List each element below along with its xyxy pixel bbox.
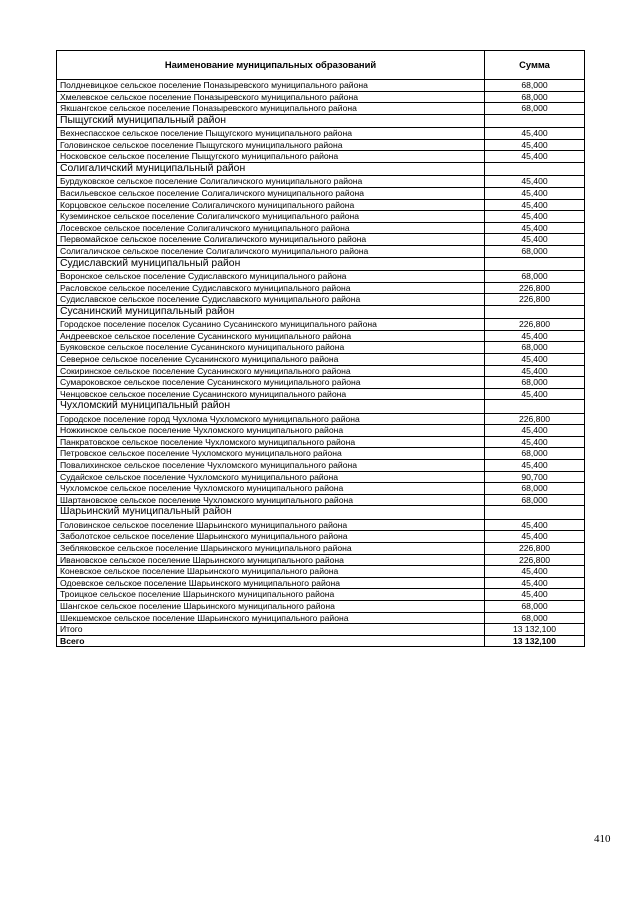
amount-cell: 226,800 (485, 319, 585, 331)
district-heading-row (57, 162, 585, 175)
amount-cell (485, 162, 585, 175)
amount-cell: 45,400 (485, 436, 585, 448)
table-row (57, 365, 585, 377)
amount-cell: 68,000 (485, 448, 585, 460)
amount-cell: 45,400 (485, 353, 585, 365)
subtotal-row (57, 624, 585, 636)
municipality-name-cell: Повалихинское сельское поселение Чухломского муниципального района (57, 460, 485, 472)
municipality-name-cell: Ивановское сельское поселение Шарьинского муниципального района (57, 554, 485, 566)
table-row (57, 319, 585, 331)
table-row (57, 483, 585, 495)
table-row (57, 460, 585, 472)
amount-cell: 45,400 (485, 151, 585, 163)
amount-cell: 226,800 (485, 413, 585, 425)
amount-cell: 226,800 (485, 554, 585, 566)
municipality-name-cell: Якшангское сельское поселение Поназыревского муниципального района (57, 103, 485, 115)
amount-cell (485, 506, 585, 519)
table-row (57, 187, 585, 199)
amount-cell: 45,400 (485, 460, 585, 472)
amount-cell: 68,000 (485, 91, 585, 103)
amount-cell: 226,800 (485, 543, 585, 555)
municipality-name-cell: Зебляковское сельское поселение Шарьинского муниципального района (57, 543, 485, 555)
municipality-name-cell: Шартановское сельское поселение Чухломского муниципального района (57, 494, 485, 506)
district-heading-row (57, 114, 585, 127)
table-row (57, 91, 585, 103)
district-name-cell: Шарьинский муниципальный район (57, 506, 485, 519)
table-row (57, 342, 585, 354)
municipality-name-cell: Куземинское сельское поселение Солигаличского муниципального района (57, 211, 485, 223)
district-heading-row (57, 257, 585, 270)
column-header-sum: Сумма (485, 51, 585, 80)
municipality-name-cell: Хмелевское сельское поселение Поназыревского муниципального района (57, 91, 485, 103)
page-number: 410 (594, 833, 611, 845)
municipality-name-cell: Солигаличское сельское поселение Солигаличского муниципального района (57, 245, 485, 257)
table-row (57, 448, 585, 460)
district-heading-row (57, 305, 585, 318)
grand-total-row (57, 635, 585, 647)
amount-cell (485, 257, 585, 270)
municipality-name-cell: Всего (57, 635, 485, 647)
table-row (57, 282, 585, 294)
amount-cell: 68,000 (485, 612, 585, 624)
municipality-name-cell: Судиславское сельское поселение Судиславского муниципального района (57, 294, 485, 306)
amount-cell: 68,000 (485, 494, 585, 506)
district-name-cell: Солигаличский муниципальный район (57, 162, 485, 175)
table-row (57, 519, 585, 531)
municipality-name-cell: Чухломское сельское поселение Чухломского муниципального района (57, 483, 485, 495)
column-header-name: Наименование муниципальных образований (57, 51, 485, 80)
table-row (57, 176, 585, 188)
amount-cell: 68,000 (485, 483, 585, 495)
district-name-cell: Чухломский муниципальный район (57, 400, 485, 413)
municipality-name-cell: Буяковское сельское поселение Сусанинского муниципального района (57, 342, 485, 354)
amount-cell (485, 305, 585, 318)
allocation-table (56, 50, 585, 647)
amount-cell: 68,000 (485, 103, 585, 115)
municipality-name-cell: Северное сельское поселение Сусанинского муниципального района (57, 353, 485, 365)
municipality-name-cell: Одоевское сельское поселение Шарьинского муниципального района (57, 577, 485, 589)
table-row (57, 103, 585, 115)
table-row (57, 353, 585, 365)
table-row (57, 436, 585, 448)
municipality-name-cell: Расловское сельское поселение Судиславского муниципального района (57, 282, 485, 294)
municipality-name-cell: Шангское сельское поселение Шарьинского муниципального района (57, 601, 485, 613)
district-heading-row (57, 506, 585, 519)
table-row (57, 471, 585, 483)
district-name-cell: Судиславский муниципальный район (57, 257, 485, 270)
table-row (57, 413, 585, 425)
municipality-name-cell: Корцовское сельское поселение Солигаличского муниципального района (57, 199, 485, 211)
municipality-name-cell: Коневское сельское поселение Шарьинского муниципального района (57, 566, 485, 578)
amount-cell: 45,400 (485, 139, 585, 151)
amount-cell: 45,400 (485, 589, 585, 601)
municipality-name-cell: Шекшемское сельское поселение Шарьинского муниципального района (57, 612, 485, 624)
amount-cell: 90,700 (485, 471, 585, 483)
table-row (57, 245, 585, 257)
amount-cell: 68,000 (485, 601, 585, 613)
municipality-name-cell: Васильевское сельское поселение Солигаличского муниципального района (57, 187, 485, 199)
municipality-name-cell: Заболотское сельское поселение Шарьинского муниципального района (57, 531, 485, 543)
amount-cell: 68,000 (485, 342, 585, 354)
amount-cell: 45,400 (485, 566, 585, 578)
municipality-name-cell: Панкратовское сельское поселение Чухломского муниципального района (57, 436, 485, 448)
amount-cell: 45,400 (485, 388, 585, 400)
municipality-name-cell: Бурдуковское сельское поселение Солигаличского муниципального района (57, 176, 485, 188)
district-name-cell: Сусанинский муниципальный район (57, 305, 485, 318)
municipality-name-cell: Полдневицкое сельское поселение Поназыревского муниципального района (57, 80, 485, 92)
amount-cell: 68,000 (485, 245, 585, 257)
amount-cell: 68,000 (485, 270, 585, 282)
table-row (57, 294, 585, 306)
table-row (57, 151, 585, 163)
table-row (57, 199, 585, 211)
table-row (57, 543, 585, 555)
municipality-name-cell: Вехнеспасское сельское поселение Пыщугского муниципального района (57, 128, 485, 140)
municipality-name-cell: Ченцовское сельское поселение Сусанинского муниципального района (57, 388, 485, 400)
amount-cell: 45,400 (485, 531, 585, 543)
amount-cell: 45,400 (485, 222, 585, 234)
municipality-name-cell: Воронское сельское поселение Судиславского муниципального района (57, 270, 485, 282)
amount-cell: 45,400 (485, 577, 585, 589)
amount-cell: 68,000 (485, 80, 585, 92)
table-row (57, 270, 585, 282)
table-row (57, 234, 585, 246)
table-row (57, 494, 585, 506)
amount-cell: 226,800 (485, 282, 585, 294)
amount-cell: 45,400 (485, 365, 585, 377)
amount-cell: 45,400 (485, 425, 585, 437)
amount-cell: 45,400 (485, 211, 585, 223)
amount-cell: 45,400 (485, 330, 585, 342)
header-row (57, 51, 585, 80)
table-row (57, 211, 585, 223)
table-body (57, 80, 585, 647)
table-row (57, 222, 585, 234)
municipality-name-cell: Городское поселение поселок Сусанино Сусанинского муниципального района (57, 319, 485, 331)
table-row (57, 377, 585, 389)
municipality-name-cell: Носковское сельское поселение Пыщугского муниципального района (57, 151, 485, 163)
municipality-name-cell: Лосевское сельское поселение Солигаличского муниципального района (57, 222, 485, 234)
amount-cell: 45,400 (485, 176, 585, 188)
municipality-name-cell: Судайское сельское поселение Чухломского муниципального района (57, 471, 485, 483)
amount-cell: 45,400 (485, 187, 585, 199)
municipality-name-cell: Сумароковское сельское поселение Сусанинского муниципального района (57, 377, 485, 389)
municipality-name-cell: Петровское сельское поселение Чухломского муниципального района (57, 448, 485, 460)
municipality-name-cell: Ножкинское сельское поселение Чухломского муниципального района (57, 425, 485, 437)
amount-cell: 68,000 (485, 377, 585, 389)
municipality-name-cell: Сокиринское сельское поселение Сусанинского муниципального района (57, 365, 485, 377)
amount-cell: 45,400 (485, 519, 585, 531)
municipality-name-cell: Головинское сельское поселение Шарьинского муниципального района (57, 519, 485, 531)
amount-cell: 13 132,100 (485, 635, 585, 647)
table-row (57, 531, 585, 543)
table-row (57, 425, 585, 437)
table-row (57, 388, 585, 400)
municipality-name-cell: Городское поселение город Чухлома Чухломского муниципального района (57, 413, 485, 425)
municipality-name-cell: Андреевское сельское поселение Сусанинского муниципального района (57, 330, 485, 342)
municipality-name-cell: Итого (57, 624, 485, 636)
table-row (57, 80, 585, 92)
amount-cell: 45,400 (485, 128, 585, 140)
municipality-name-cell: Головинское сельское поселение Пыщугского муниципального района (57, 139, 485, 151)
table-row (57, 330, 585, 342)
table-row (57, 589, 585, 601)
amount-cell: 45,400 (485, 234, 585, 246)
amount-cell: 13 132,100 (485, 624, 585, 636)
table-row (57, 566, 585, 578)
table-row (57, 139, 585, 151)
district-heading-row (57, 400, 585, 413)
table-row (57, 577, 585, 589)
municipality-name-cell: Троицкое сельское поселение Шарьинского муниципального района (57, 589, 485, 601)
table-row (57, 554, 585, 566)
amount-cell (485, 114, 585, 127)
table-row (57, 601, 585, 613)
amount-cell: 226,800 (485, 294, 585, 306)
table-row (57, 612, 585, 624)
amount-cell: 45,400 (485, 199, 585, 211)
amount-cell (485, 400, 585, 413)
district-name-cell: Пыщугский муниципальный район (57, 114, 485, 127)
table-header (57, 51, 585, 80)
table-row (57, 128, 585, 140)
municipality-name-cell: Первомайское сельское поселение Солигаличского муниципального района (57, 234, 485, 246)
